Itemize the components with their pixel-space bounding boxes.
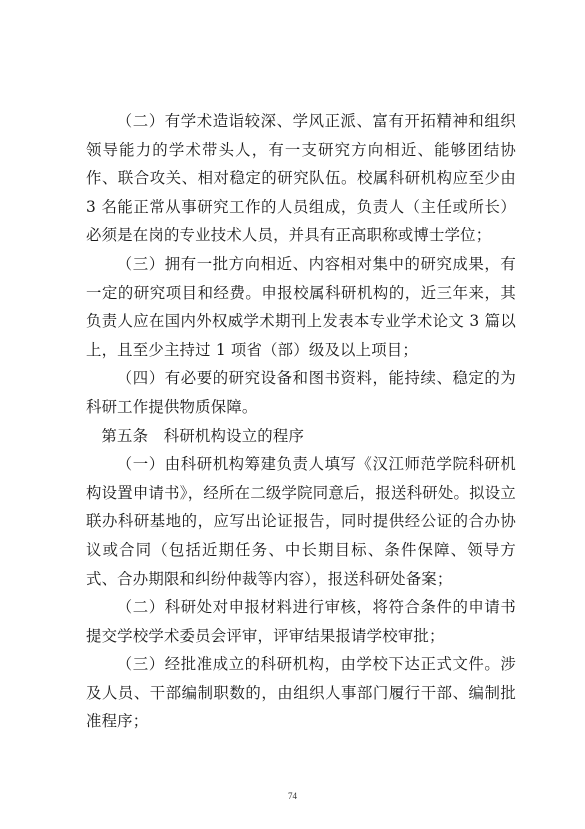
document-body [86,107,516,736]
paragraph-4: （四）有必要的研究设备和图书资料，能持续、稳定的为科研工作提供物质保障。 [86,369,516,416]
article-5-heading: 第五条 科研机构设立的程序 [101,426,305,445]
procedure-2: （二）科研处对申报材料进行审核，将符合条件的申请书提交学校学术委员会评审，评审结果报请学校审批； [86,598,516,645]
procedure-3: （三）经批准成立的科研机构，由学校下达正式文件。涉及人员、干部编制职数的，由组织人事部门履行干部、编制批准程序； [86,655,516,731]
paragraph-3: （三）拥有一批方向相近、内容相对集中的研究成果，有一定的研究项目和经费。申报校属科研机构的，近三年来，其负责人应在国内外权威学术期刊上发表本专业学术论文 3 篇以上，且至少主持过 1 项省（部）级及以上项目； [86,254,516,359]
paragraph-2: （二）有学术造诣较深、学风正派、富有开拓精神和组织领导能力的学术带头人，有一支研究方向相近、能够团结协作、联合攻关、相对稳定的研究队伍。校属科研机构应至少由 3 名能正常从事研究工作的人员组成，负责人（主任或所长）必须是在岗的专业技术人员，并具有正高职称或博士学位； [86,112,516,245]
page-number: 74 [288,791,297,801]
procedure-1: （一）由科研机构筹建负责人填写《汉江师范学院科研机构设置申请书》，经所在二级学院同意后，报送科研处。拟设立联办科研基地的，应写出论证报告，同时提供经公证的合办协议或合同（包括近期任务、中长期目标、条件保障、领导方式、合办期限和纠纷仲裁等内容），报送科研处备案； [86,455,516,588]
